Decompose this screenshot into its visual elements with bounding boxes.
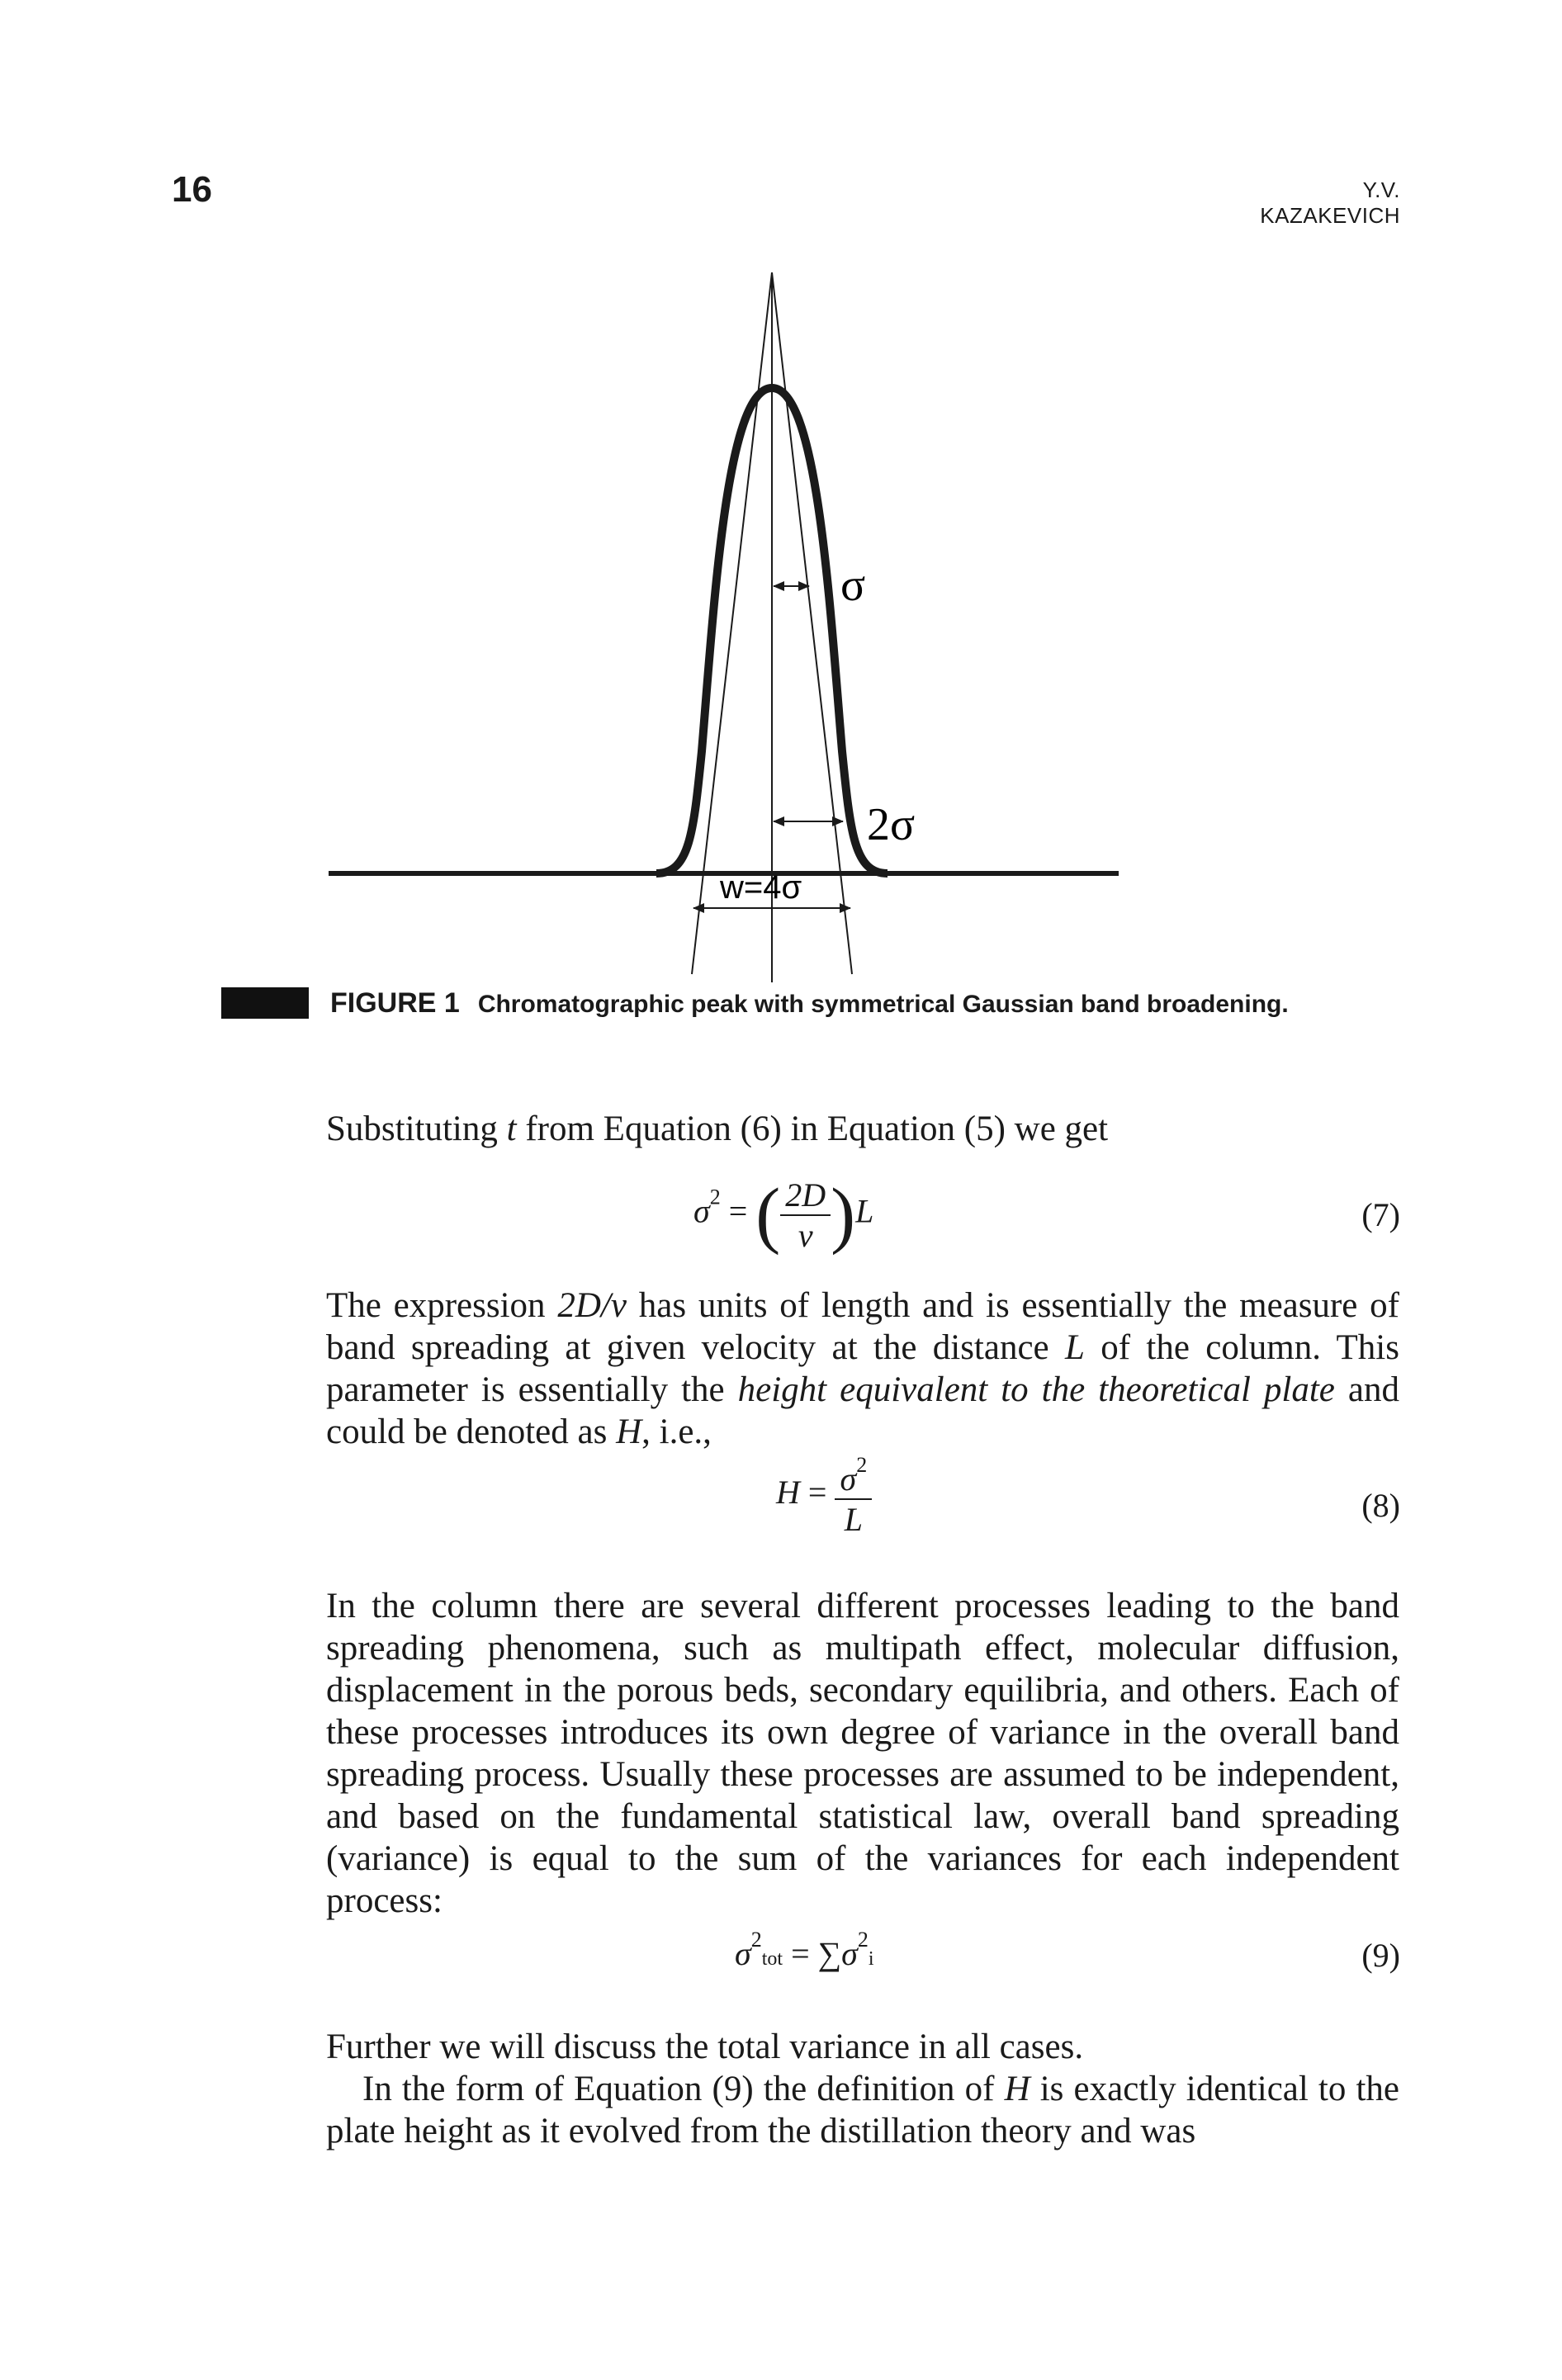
figure-caption	[221, 987, 1289, 1020]
equation-7-number: (7)	[1361, 1196, 1400, 1233]
paragraph-plate-height: In the form of Equation (9) the definition of H is exactly identical to the plate height as it evolved from the distillation theory and was	[326, 2070, 1399, 2151]
equation-9-number: (9)	[1361, 1937, 1400, 1974]
equation-7: $\sigma^2$ = ( $\frac{2D}{v}$ )L	[693, 1174, 874, 1256]
paragraph-processes: In the column there are several different processes leading to the band spreading phenomena, such as multipath effect, molecular diffusion, displacement in the porous beds, secondary equilibria, and others. Each of these processes introduces its own degree of variance in the overall band spreading process. Usually these processes are assumed to be independent, and based on the fundamental statistical law, overall band spreading (variance) is equal to the sum of the variances for each independent process:	[326, 1587, 1399, 1920]
width-label: w=4σ	[720, 869, 802, 906]
two-sigma-label: 2σ	[867, 799, 916, 850]
caption-label: FIGURE 1	[330, 987, 460, 1019]
caption-text: Chromatographic peak with symmetrical Gaussian band broadening.	[477, 991, 1289, 1018]
equation-8: H = $\frac{\sigma^2}{L}$	[776, 1453, 872, 1539]
equation-8-number: (8)	[1361, 1487, 1400, 1524]
gaussian-peak-figure	[314, 256, 1172, 982]
running-head: Y.V. KAZAKEVICH	[1260, 177, 1400, 228]
equation-9: $\sigma^2tot = \sum\sigma^2i$	[735, 1928, 874, 1972]
paragraph-total-variance: Further we will discuss the total variance in all cases.	[326, 2027, 1084, 2066]
paragraph-substituting: Substituting t from Equation (6) in Equation (5) we get	[326, 1110, 1109, 1148]
page-number: 16	[172, 169, 212, 210]
sigma-label: σ	[840, 560, 866, 611]
caption-bar	[221, 987, 309, 1019]
paragraph-expression: The expression 2D/v has units of length and is essentially the measure of band spreading at given velocity at the distance L of the column. This parameter is essentially the height equivalent to the theoretical plate and could be denoted as H, i.e.,	[326, 1286, 1399, 1451]
